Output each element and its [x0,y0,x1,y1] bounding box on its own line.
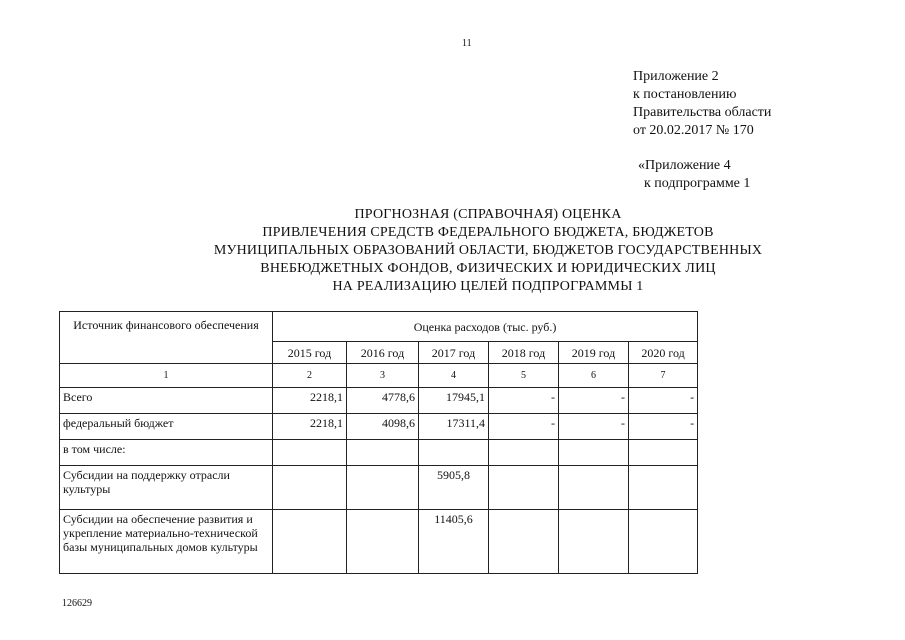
document-title [150,206,826,296]
sub-appendix-line: к подпрограмме 1 [644,176,751,191]
value-cell: - [559,414,629,440]
funding-table [59,311,698,574]
column-number: 2 [273,364,347,388]
row-label: федеральный бюджет [60,414,273,440]
value-cell: 2218,1 [273,414,347,440]
value-cell: 2218,1 [273,388,347,414]
value-cell: 5905,8 [419,466,489,510]
title-line: ПРОГНОЗНАЯ (СПРАВОЧНАЯ) ОЦЕНКА [354,207,622,222]
year-header: 2020 год [629,342,698,364]
title-line: МУНИЦИПАЛЬНЫХ ОБРАЗОВАНИЙ ОБЛАСТИ, БЮДЖЕТОВ ГОСУДАРСТВЕННЫХ [213,243,763,258]
row-label: в том числе: [60,440,273,466]
value-cell [559,440,629,466]
value-cell [559,510,629,574]
value-cell [347,440,419,466]
value-cell: 11405,6 [419,510,489,574]
value-cell [489,440,559,466]
year-header: 2015 год [273,342,347,364]
value-cell: 4778,6 [347,388,419,414]
row-label: Субсидии на поддержку отрасли культуры [60,466,273,510]
value-cell [347,466,419,510]
column-number: 7 [629,364,698,388]
appendix-line: от 20.02.2017 № 170 [633,123,754,138]
value-cell: - [629,414,698,440]
value-cell: - [489,414,559,440]
appendix-line: к постановлению [633,87,737,102]
expense-header: Оценка расходов (тыс. руб.) [273,312,698,342]
value-cell: - [559,388,629,414]
appendix-block [633,68,771,140]
value-cell: - [629,388,698,414]
table-row [60,388,698,414]
value-cell [489,466,559,510]
column-number: 6 [559,364,629,388]
appendix-line: Приложение 2 [633,69,719,84]
footer-code: 126629 [62,598,92,609]
value-cell [489,510,559,574]
page-number: 11 [462,38,472,49]
value-cell: 17945,1 [419,388,489,414]
table-row [60,440,698,466]
value-cell [629,440,698,466]
column-number: 4 [419,364,489,388]
value-cell [273,440,347,466]
table-row [60,466,698,510]
year-header: 2016 год [347,342,419,364]
value-cell [273,510,347,574]
column-number: 3 [347,364,419,388]
sub-appendix-line: «Приложение 4 [638,158,731,173]
sub-appendix-block [638,157,750,193]
value-cell: 4098,6 [347,414,419,440]
appendix-line: Правительства области [633,105,772,120]
year-header: 2019 год [559,342,629,364]
value-cell [273,466,347,510]
row-label: Всего [60,388,273,414]
source-header: Источник финансового обеспечения [60,312,273,364]
value-cell [629,510,698,574]
value-cell [347,510,419,574]
value-cell [629,466,698,510]
year-header: 2018 год [489,342,559,364]
table-row [60,414,698,440]
value-cell [559,466,629,510]
column-number: 1 [60,364,273,388]
title-line: ВНЕБЮДЖЕТНЫХ ФОНДОВ, ФИЗИЧЕСКИХ И ЮРИДИЧЕСКИХ ЛИЦ [260,261,716,276]
value-cell: - [489,388,559,414]
column-number: 5 [489,364,559,388]
title-line: ПРИВЛЕЧЕНИЯ СРЕДСТВ ФЕДЕРАЛЬНОГО БЮДЖЕТА, БЮДЖЕТОВ [262,225,714,240]
year-header: 2017 год [419,342,489,364]
value-cell [419,440,489,466]
table-row [60,510,698,574]
value-cell: 17311,4 [419,414,489,440]
row-label: Субсидии на обеспечение развития и укрепление материально-технической базы муниципальных домов культуры [60,510,273,574]
title-line: НА РЕАЛИЗАЦИЮ ЦЕЛЕЙ ПОДПРОГРАММЫ 1 [332,279,644,294]
